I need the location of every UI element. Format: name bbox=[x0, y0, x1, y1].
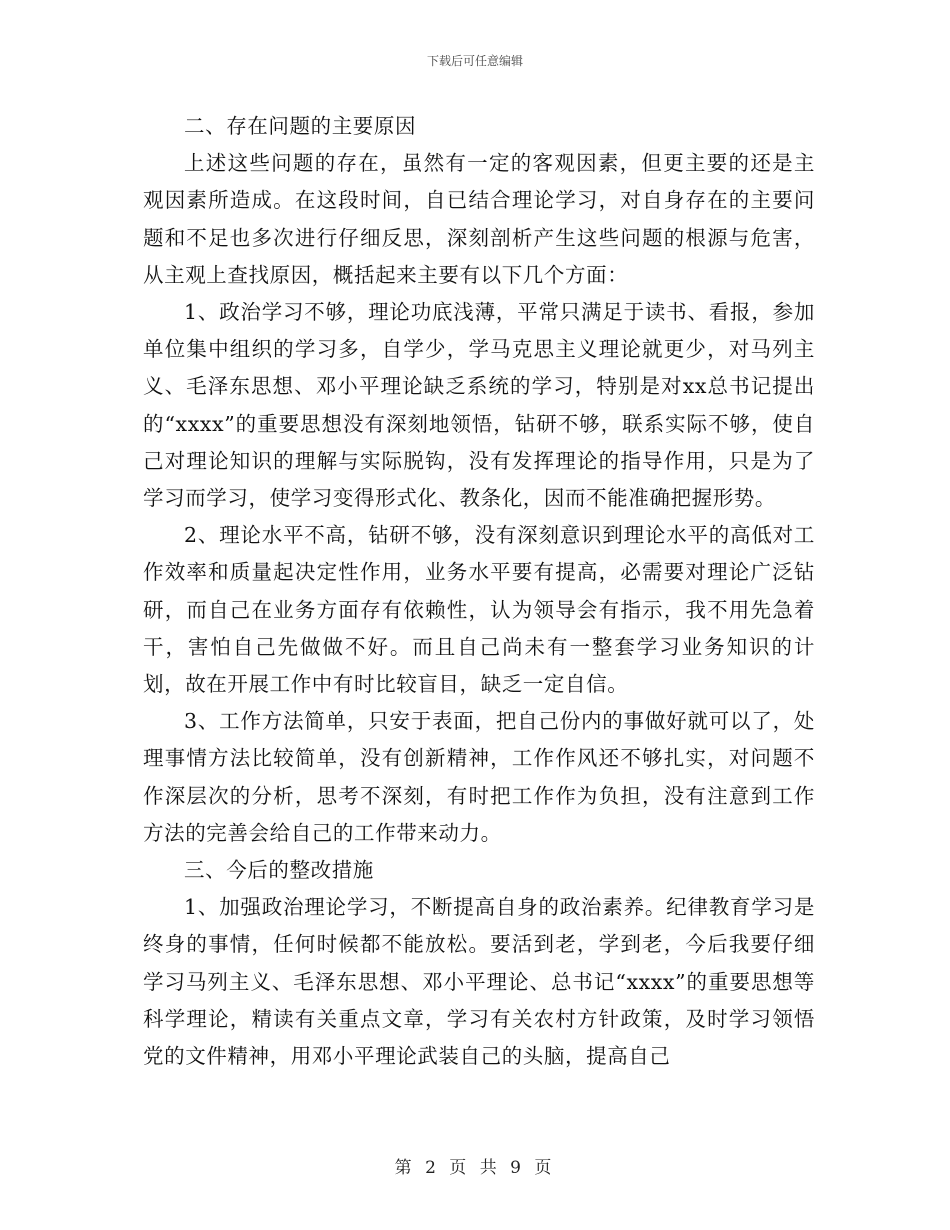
section-2-item-1: 1、政治学习不够，理论功底浅薄，平常只满足于读书、看报，参加单位集中组织的学习多，自学少，学马克思主义理论就更少，对马列主义、毛泽东思想、邓小平理论缺乏系统的学习，特别是对xx总书记提出的“xxxx”的重要思想没有深刻地领悟，钻研不够，联系实际不够，使自己对理论知识的理解与实际脱钩，没有发挥理论的指导作用，只是为了学习而学习，使学习变得形式化、教条化，因而不能准确把握形势。 bbox=[143, 300, 815, 511]
document-body bbox=[143, 108, 815, 1075]
section-2-item-2: 2、理论水平不高，钻研不够，没有深刻意识到理论水平的高低对工作效率和质量起决定性作用，业务水平要有提高，必需要对理论广泛钻研，而自己在业务方面存有依赖性，认为领导会有指示，我不用先急着干，害怕自己先做做不好。而且自己尚未有一整套学习业务知识的计划，故在开展工作中有时比较盲目，缺乏一定自信。 bbox=[143, 523, 815, 697]
section-2-intro: 上述这些问题的存在，虽然有一定的客观因素，但更主要的还是主观因素所造成。在这段时间，自已结合理论学习，对自身存在的主要问题和不足也多次进行仔细反思，深刻剖析产生这些问题的根源与危害，从主观上查找原因，概括起来主要有以下几个方面： bbox=[143, 151, 815, 287]
section-3-item-1: 1、加强政治理论学习，不断提高自身的政治素养。纪律教育学习是终身的事情，任何时候都不能放松。要活到老，学到老，今后我要仔细学习马列主义、毛泽东思想、邓小平理论、总书记“xxxx”的重要思想等科学理论，精读有关重点文章，学习有关农村方针政策，及时学习领悟党的文件精神，用邓小平理论武装自己的头脑，提高自己 bbox=[143, 895, 815, 1069]
section-3-heading: 三、今后的整改措施 bbox=[184, 858, 374, 883]
section-2-item-3: 3、工作方法简单，只安于表面，把自己份内的事做好就可以了，处理事情方法比较简单，没有创新精神，工作作风还不够扎实，对问题不作深层次的分析，思考不深刻，有时把工作作为负担，没有注意到工作方法的完善会给自己的工作带来动力。 bbox=[143, 709, 815, 845]
section-2-heading: 二、存在问题的主要原因 bbox=[184, 114, 417, 138]
page-number-footer: 第 2 页 共 9 页 bbox=[394, 1158, 556, 1178]
page-header-note: 下载后可任意编辑 bbox=[426, 54, 523, 68]
